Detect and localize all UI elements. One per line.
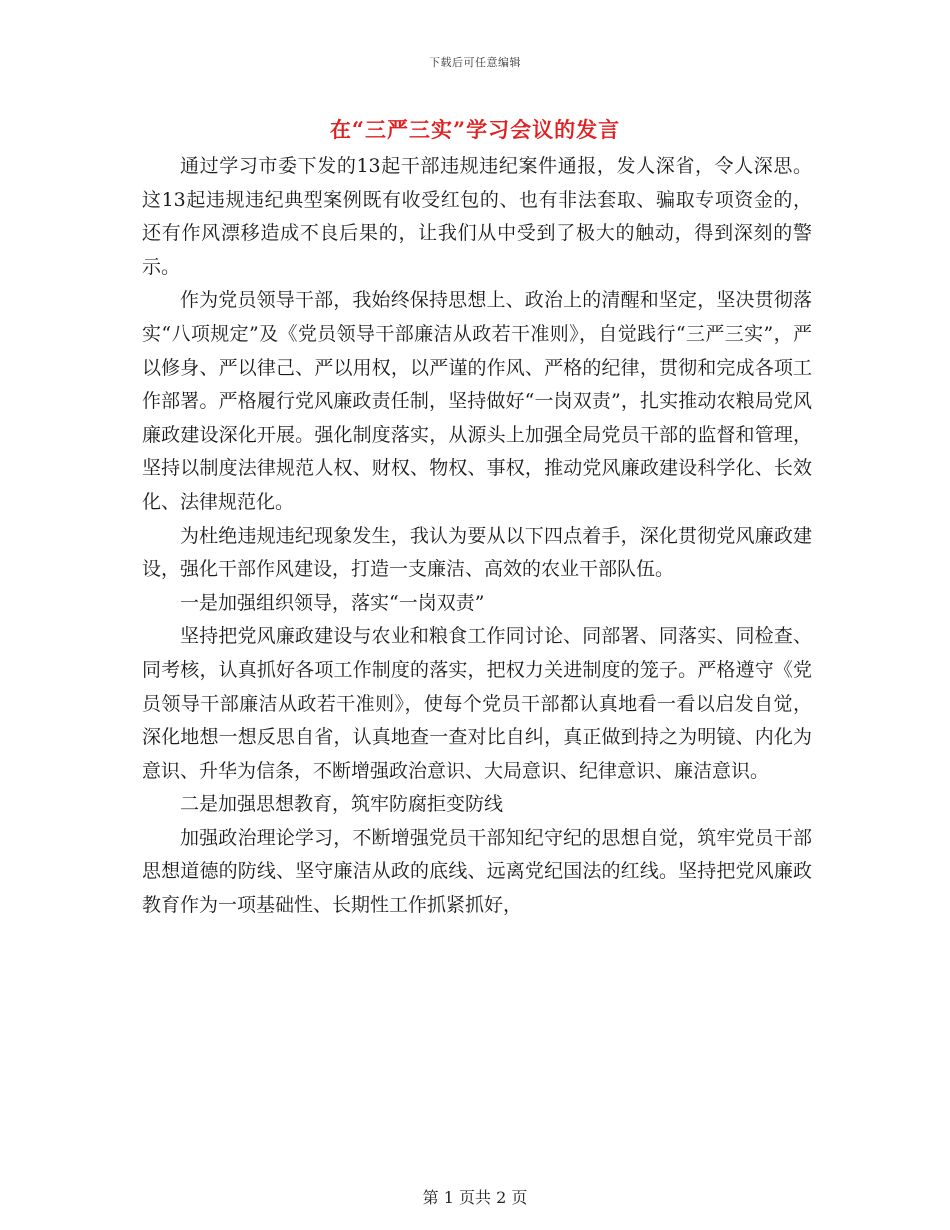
paragraph-intro: 通过学习市委下发的13起干部违规违纪案件通报，发人深省，令人深思。这13起违规违纪典型案例既有收受红包的、也有非法套取、骗取专项资金的，还有作风漂移造成不良后果的，让我们从中受到了极大的触动，得到深刻的警示。: [142, 155, 812, 278]
document-body: [142, 150, 812, 923]
paragraph-section-1: 坚持把党风廉政建设与农业和粮食工作同讨论、同部署、同落实、同检查、同考核，认真抓好各项工作制度的落实，把权力关进制度的笼子。严格遵守《党员领导干部廉洁从政若干准则》，使每个党员干部都认真地看一看以启发自觉，深化地想一想反思自省，认真地查一查对比自纠，真正做到持之为明镜、内化为意识、升华为信条，不断增强政治意识、大局意识、纪律意识、廉洁意识。: [142, 625, 812, 782]
paragraph-commitment: 作为党员领导干部，我始终保持思想上、政治上的清醒和坚定，坚决贯彻落实“八项规定”及《党员领导干部廉洁从政若干准则》，自觉践行“三严三实”，严以修身、严以律己、严以用权，以严谨的作风、严格的纪律，贯彻和完成各项工作部署。严格履行党风廉政责任制，坚持做好“一岗双责”，扎实推动农粮局党风廉政建设深化开展。强化制度落实，从源头上加强全局党员干部的监督和管理，坚持以制度法律规范人权、财权、物权、事权，推动党风廉政建设科学化、长效化、法律规范化。: [142, 289, 812, 513]
paragraph-section-2: 加强政治理论学习，不断增强党员干部知纪守纪的思想自觉，筑牢党员干部思想道德的防线、坚守廉洁从政的底线、远离党纪国法的红线。坚持把党风廉政教育作为一项基础性、长期性工作抓紧抓好，: [142, 826, 812, 917]
section-heading-1: 一是加强组织领导，落实“一岗双责”: [180, 591, 485, 614]
document-title: 在“三严三实”学习会议的发言: [329, 117, 621, 142]
page-number: 第 1 页共 2 页: [422, 1188, 528, 1207]
paragraph-four-points: 为杜绝违规违纪现象发生，我认为要从以下四点着手，深化贯彻党风廉政建设，强化干部作风建设，打造一支廉洁、高效的农业干部队伍。: [142, 524, 812, 581]
page-header: 下载后可任意编辑: [429, 56, 521, 69]
section-heading-2: 二是加强思想教育，筑牢防腐拒变防线: [180, 793, 504, 816]
